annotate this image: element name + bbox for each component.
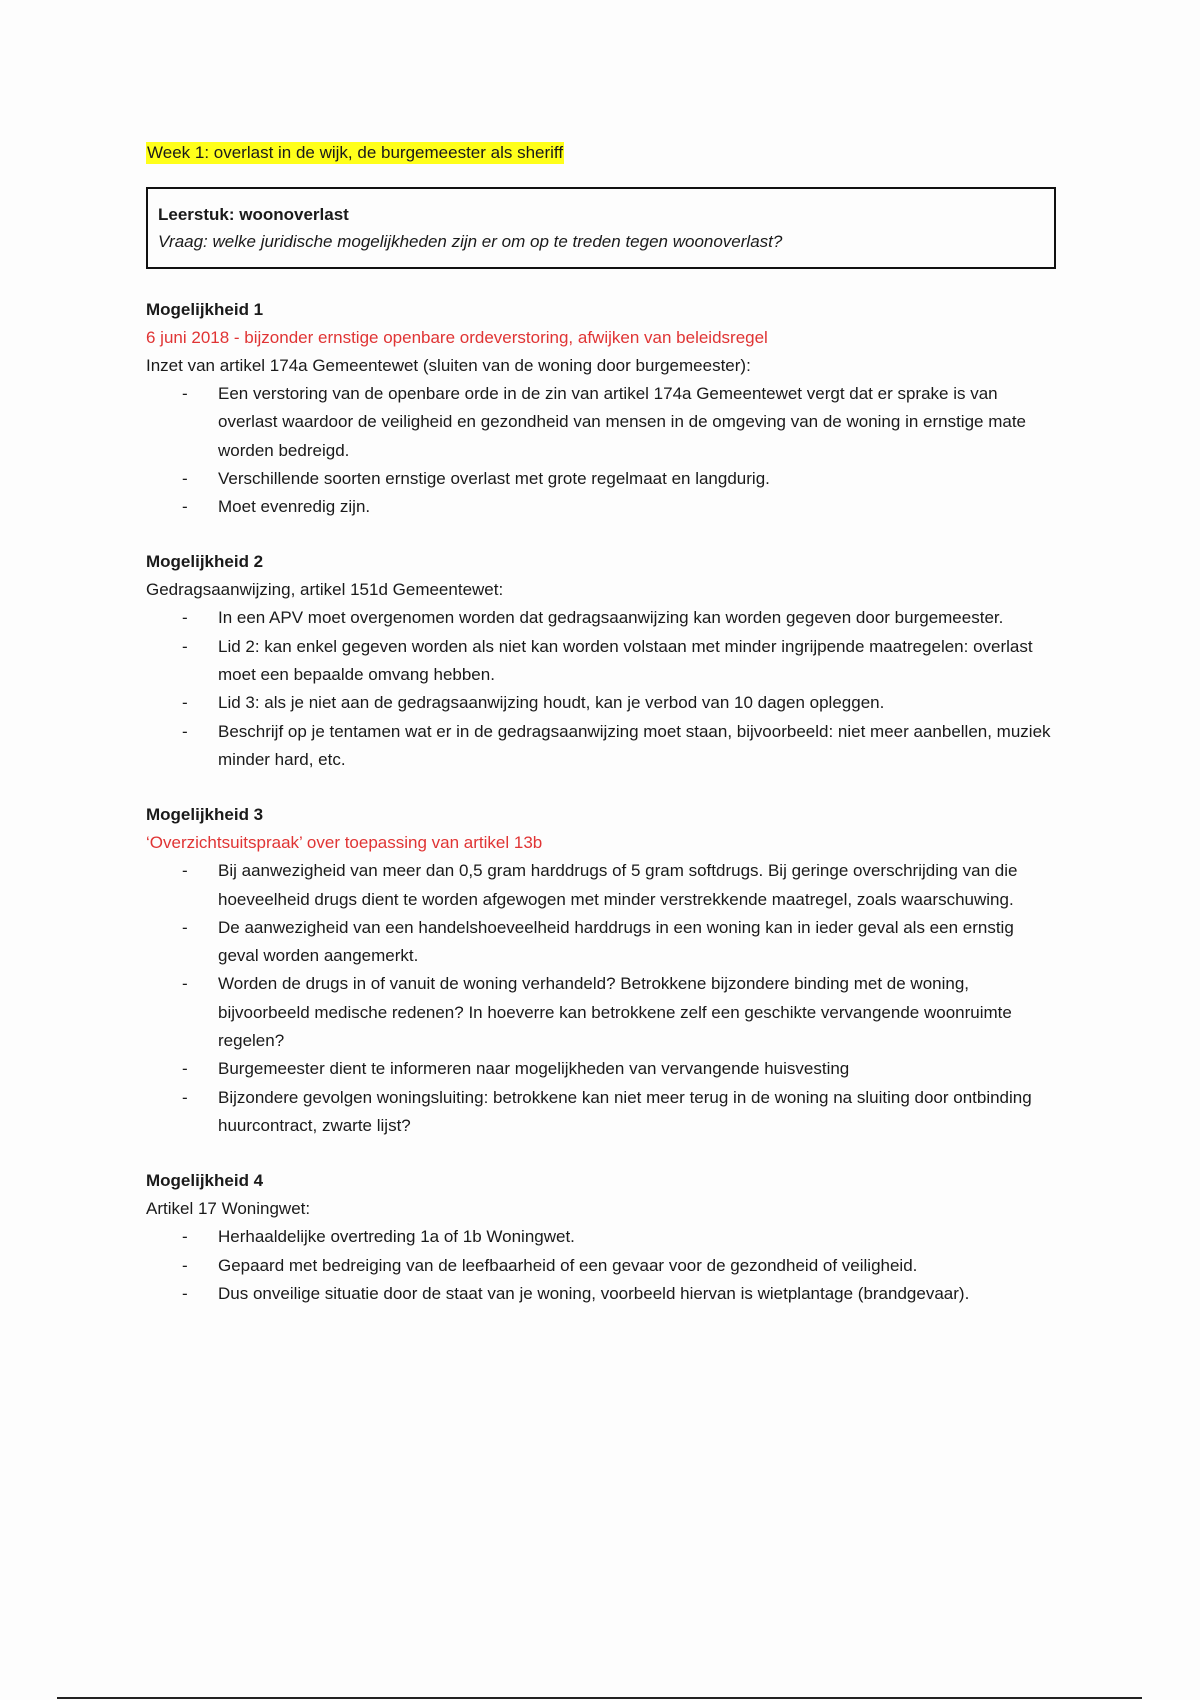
list-item: - Gepaard met bedreiging van de leefbaarheid of een gevaar voor de gezondheid of veiligheid. — [182, 1255, 918, 1275]
bullet-list — [146, 1223, 1056, 1308]
section-heading: Mogelijkheid 1 — [146, 300, 264, 319]
list-item: - Herhaaldelijke overtreding 1a of 1b Woningwet. — [182, 1227, 575, 1247]
section-intro: Inzet van artikel 174a Gemeentewet (sluiten van de woning door burgemeester): — [146, 356, 751, 375]
list-item: - Lid 2: kan enkel gegeven worden als niet kan worden volstaan met minder ingrijpende maatregelen: overlast moet een bepaalde omvang hebben. — [182, 636, 1033, 685]
section-case-note: ‘Overzichtsuitspraak’ over toepassing van artikel 13b — [146, 833, 543, 853]
list-item: - Bij aanwezigheid van meer dan 0,5 gram harddrugs of 5 gram softdrugs. Bij geringe overschrijding van die hoeveelheid drugs dient te worden afgewogen met minder verstrekkende maatregel, zoals waarschuwing. — [182, 861, 1018, 909]
section-heading: Mogelijkheid 3 — [146, 805, 264, 825]
list-item: - In een APV moet overgenomen worden dat gedragsaanwijzing kan worden gegeven door burgemeester. — [182, 608, 1004, 628]
list-item: - Bijzondere gevolgen woningsluiting: betrokkene kan niet meer terug in de woning na sluiting door ontbinding huurcontract, zwarte lijst? — [182, 1087, 1032, 1135]
topic-question: Vraag: welke juridische mogelijkheden zijn er om op te treden tegen woonoverlast? — [158, 232, 783, 251]
list-item: - Dus onveilige situatie door de staat van je woning, voorbeeld hiervan is wietplantage (brandgevaar). — [182, 1283, 970, 1303]
bullet-list — [146, 604, 1056, 774]
bullet-list — [146, 380, 1056, 521]
section-heading: Mogelijkheid 2 — [146, 552, 264, 572]
footer-divider — [57, 1697, 1142, 1699]
section-mogelijkheid-1 — [146, 296, 1056, 521]
list-item: - De aanwezigheid van een handelshoeveelheid harddrugs in een woning kan in ieder geval als een ernstig geval worden aangemerkt. — [182, 917, 1014, 966]
section-intro: Artikel 17 Woningwet: — [146, 1199, 311, 1219]
list-item: - Moet evenredig zijn. — [182, 497, 371, 517]
document-page — [146, 142, 1056, 1308]
list-item: - Beschrijf op je tentamen wat er in de gedragsaanwijzing moet staan, bijvoorbeeld: niet meer aanbellen, muziek minder hard, etc. — [182, 721, 1051, 769]
section-mogelijkheid-2 — [146, 548, 1056, 774]
list-item: - Een verstoring van de openbare orde in de zin van artikel 174a Gemeentewet vergt dat er sprake is van overlast waardoor de veiligheid en gezondheid van mensen in de omgeving van de woning in ernstige mate worden bedreigd. — [182, 384, 1027, 460]
section-mogelijkheid-3 — [146, 801, 1056, 1140]
topic-heading: Leerstuk: woonoverlast — [158, 205, 349, 224]
topic-box — [146, 187, 1056, 269]
list-item: - Lid 3: als je niet aan de gedragsaanwijzing houdt, kan je verbod van 10 dagen opleggen. — [182, 693, 885, 713]
week-title-wrapper — [146, 142, 1056, 164]
bullet-list — [146, 857, 1056, 1140]
list-item: - Verschillende soorten ernstige overlast met grote regelmaat en langdurig. — [182, 468, 770, 488]
list-item: - Burgemeester dient te informeren naar mogelijkheden van vervangende huisvesting — [182, 1059, 850, 1079]
section-mogelijkheid-4 — [146, 1167, 1056, 1308]
section-heading: Mogelijkheid 4 — [146, 1171, 264, 1191]
list-item: - Worden de drugs in of vanuit de woning verhandeld? Betrokkene bijzondere binding met de woning, bijvoorbeeld medische redenen? In hoeverre kan betrokkene zelf een geschikte vervangende woonruimte regelen? — [182, 974, 1012, 1051]
section-case-note: 6 juni 2018 - bijzonder ernstige openbare ordeverstoring, afwijken van beleidsregel — [146, 328, 768, 347]
week-title: Week 1: overlast in de wijk, de burgemeester als sheriff — [147, 143, 564, 162]
section-intro: Gedragsaanwijzing, artikel 151d Gemeentewet: — [146, 580, 504, 600]
